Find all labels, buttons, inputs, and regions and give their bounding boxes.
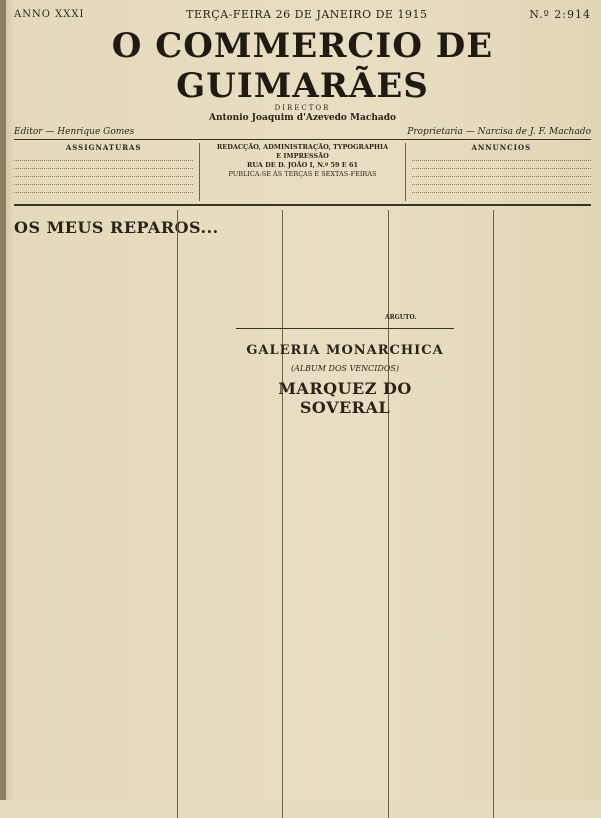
column-4: [388, 210, 486, 818]
left-article-headline: OS MEUS REPAROS...: [14, 218, 219, 237]
column-5: [493, 210, 591, 818]
issue-number: N.º 2:914: [529, 7, 591, 21]
director-label: DIRECTOR: [274, 104, 331, 112]
year-label: ANNO XXXI: [14, 8, 85, 20]
gallery-block: [236, 324, 454, 425]
gallery-subtitle: (ALBUM DOS VENCIDOS): [290, 364, 400, 373]
subscriptions-title: ASSIGNATURAS: [65, 143, 142, 152]
director-name: Antonio Joaquim d'Azevedo Machado: [209, 113, 396, 123]
binding-spine: [0, 0, 6, 800]
gallery-title: GALERIA MONARCHICA: [246, 343, 444, 358]
ads-title: ANNUNCIOS: [471, 143, 532, 152]
publication-schedule: PUBLICA-SE ÁS TERÇAS E SEXTAS-FEIRAS: [228, 170, 377, 178]
issue-date: TERÇA-FEIRA 26 DE JANEIRO DE 1915: [186, 7, 428, 21]
editor-name: Editor — Henrique Gomes: [14, 127, 135, 137]
masthead-top-line: [14, 6, 591, 22]
gallery-headline: MARQUEZ DO SOVERAL: [278, 379, 412, 417]
subscriptions-panel: [14, 143, 193, 201]
newspaper-title: O COMMERCIO DE GUIMARÃES: [111, 26, 494, 106]
article-columns: [14, 210, 591, 818]
column-2: [177, 210, 275, 818]
subscriptions-lines: [14, 154, 193, 193]
article-signature: ARGUTO.: [385, 314, 417, 321]
owner-name: Proprietaria — Narcisa de J. F. Machado: [407, 127, 591, 137]
column-1: [14, 210, 219, 818]
ads-panel: [412, 143, 591, 201]
office-panel: [199, 143, 405, 201]
column-3: [282, 210, 380, 818]
ads-lines: [412, 154, 591, 193]
office-line-1: REDACÇÃO, ADMINISTRAÇÃO, TYPOGRAPHIA: [216, 143, 389, 151]
editor-owner-line: [14, 125, 591, 140]
publication-info-box: [14, 140, 591, 206]
office-line-2: E IMPRESSÃO: [276, 152, 329, 160]
office-address: RUA DE D. JOÃO I, N.º 59 E 61: [246, 161, 359, 169]
